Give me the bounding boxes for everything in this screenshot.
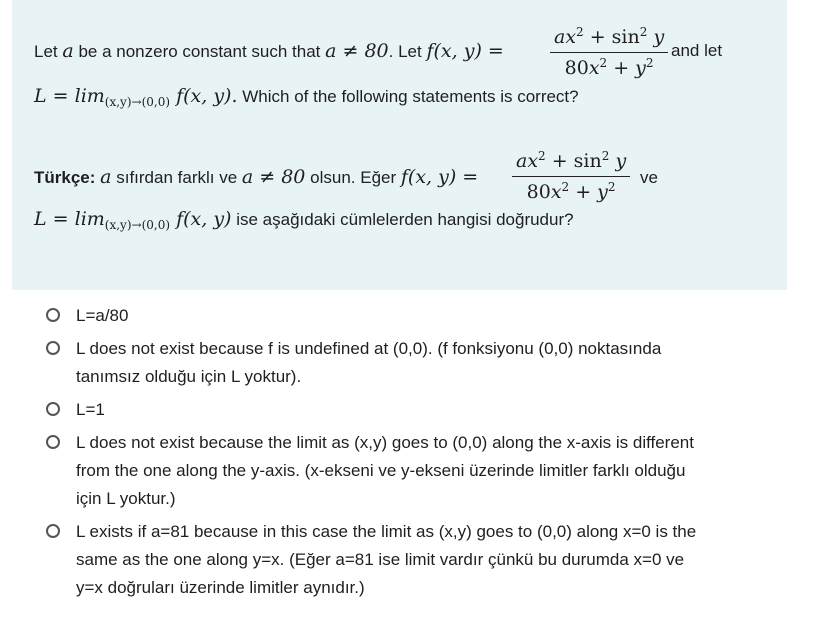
option-line: L=1: [76, 400, 105, 419]
limit-func: f(x, y).: [176, 85, 238, 107]
option-line: same as the one along y=x. (Eğer a=81 ise limit vardır çünkü bu durumda x=0 ve: [76, 550, 685, 569]
option-text: [76, 429, 766, 513]
option-line: L does not exist because the limit as (x,y) goes to (0,0) along the x-axis is different: [76, 433, 694, 452]
tr-limit-expr: L = lim: [34, 208, 105, 230]
tr-condition: a ≠ 80: [241, 166, 306, 188]
function-label: f(x, y) =: [426, 40, 504, 62]
fraction-numerator: $ax^2 + \sin^2 y$: [550, 26, 668, 53]
question-tr-line2: [34, 208, 574, 236]
tr-question-text: ise aşağıdaki cümlelerden hangisi doğrudur?: [236, 210, 574, 229]
question-en-line1: [34, 40, 504, 63]
en-and-let: and let: [671, 41, 723, 60]
tr-function-label: f(x, y) =: [400, 166, 479, 188]
question-en-line2: [34, 85, 579, 113]
option-line: L exists if a=81 because in this case the limit as (x,y) goes to (0,0) along x=0 is the: [76, 522, 697, 541]
radio-button[interactable]: [46, 308, 60, 322]
radio-button[interactable]: [46, 402, 60, 416]
en-constant-text: be a nonzero constant such that: [78, 42, 321, 61]
tr-limit-subscript: (x,y)→(0,0): [104, 218, 171, 232]
tr-text1: sıfırdan farklı ve: [116, 168, 238, 187]
tr-label: Türkçe:: [34, 168, 96, 187]
en-let-text: . Let: [388, 42, 422, 61]
option-line: L does not exist because f is undefined at (0,0). (f fonksiyonu (0,0) noktasında: [76, 339, 662, 358]
radio-button[interactable]: [46, 435, 60, 449]
tr-var-a: a: [100, 166, 112, 188]
limit-subscript: (x,y)→(0,0): [104, 95, 171, 109]
en-intro-text: Let: [34, 42, 58, 61]
tr-text2: olsun. Eğer: [310, 168, 397, 187]
option-text: [76, 518, 766, 602]
radio-button[interactable]: [46, 341, 60, 355]
fraction-denominator: $80x^2 + y^2$: [564, 56, 654, 79]
tr-ve: ve: [640, 168, 658, 187]
tr-fraction-denominator: $80x^2 + y^2$: [526, 180, 616, 203]
option-line: y=x doğruları üzerinde limitler aynıdır.): [76, 578, 365, 597]
tr-limit-func: f(x, y): [176, 208, 232, 230]
limit-expr: L = lim: [34, 85, 105, 107]
option-line: için L yoktur.): [76, 489, 176, 508]
tr-fraction: [512, 150, 630, 203]
option-line: from the one along the y-axis. (x-ekseni ve y-ekseni üzerinde limitler farklı olduğu: [76, 461, 686, 480]
tr-fraction-numerator: $ax^2 + \sin^2 y$: [512, 150, 630, 177]
option-text: [76, 302, 766, 330]
en-question-text: Which of the following statements is correct?: [242, 87, 579, 106]
option-text: [76, 335, 766, 391]
en-fraction: [550, 26, 668, 79]
option-text: [76, 396, 766, 424]
option-line: L=a/80: [76, 306, 129, 325]
en-condition: a ≠ 80: [325, 40, 389, 62]
radio-button[interactable]: [46, 524, 60, 538]
var-a: a: [62, 40, 74, 62]
question-tr-line1: [34, 166, 478, 189]
option-line: tanımsız olduğu için L yoktur).: [76, 367, 302, 386]
